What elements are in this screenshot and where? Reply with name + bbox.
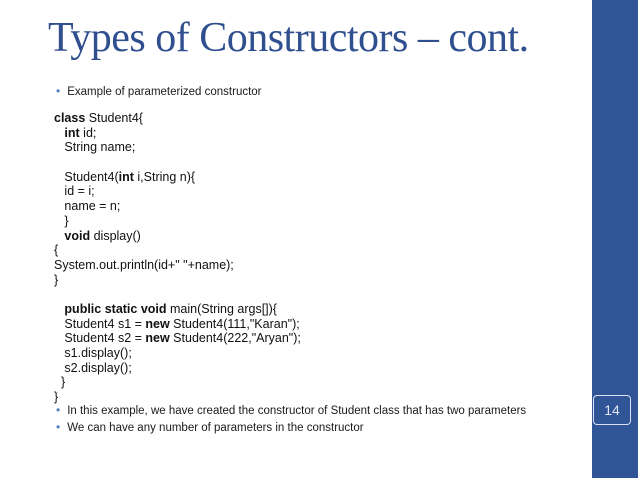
code-line: String name; [64,140,136,155]
code-block [54,111,301,405]
code-line: } [60,375,66,390]
bottom-bullet-text: In this example, we have created the constructor of Student class that has two parameters [67,405,527,417]
code-line: id = i; [64,184,95,199]
code-line [54,155,301,170]
code-line: s1.display(); [64,346,132,360]
code-line: name = n; [64,199,121,214]
intro-bullet [56,84,262,98]
code-line: { [54,243,59,258]
slide-number [596,395,628,425]
code-line: } [64,213,69,228]
code-line: Student4 s2 = new Student4(222,"Aryan"); [64,331,301,346]
bottom-bullet-1 [56,403,526,417]
bullet-dot-icon: • [56,403,61,417]
code-line: System.out.println(id+" "+name); [54,257,234,272]
code-line: s2.display(); [64,360,132,375]
bullet-dot-icon: • [56,420,61,434]
slide-title: Types of Constructors – cont. [48,15,529,61]
right-bracket [626,395,631,425]
code-line: class Student4{ [54,111,143,125]
code-line [54,287,301,302]
code-line: } [54,390,59,405]
code-line: Student4 s1 = new Student4(111,"Karan"); [64,316,300,331]
bottom-bullet-text: We can have any number of parameters in the constructor [67,422,364,434]
left-bracket [593,395,598,425]
code-line: public static void main(String args[]){ [64,301,277,316]
bottom-bullet-2 [56,420,364,434]
code-line: } [54,272,59,287]
code-line: void display() [64,228,141,243]
intro-bullet-text: Example of parameterized constructor [67,86,262,98]
code-line: int id; [64,125,97,140]
slide-number-text: 14 [604,402,620,418]
bullet-dot-icon: • [56,84,61,98]
code-line: Student4(int i,String n){ [64,169,196,184]
